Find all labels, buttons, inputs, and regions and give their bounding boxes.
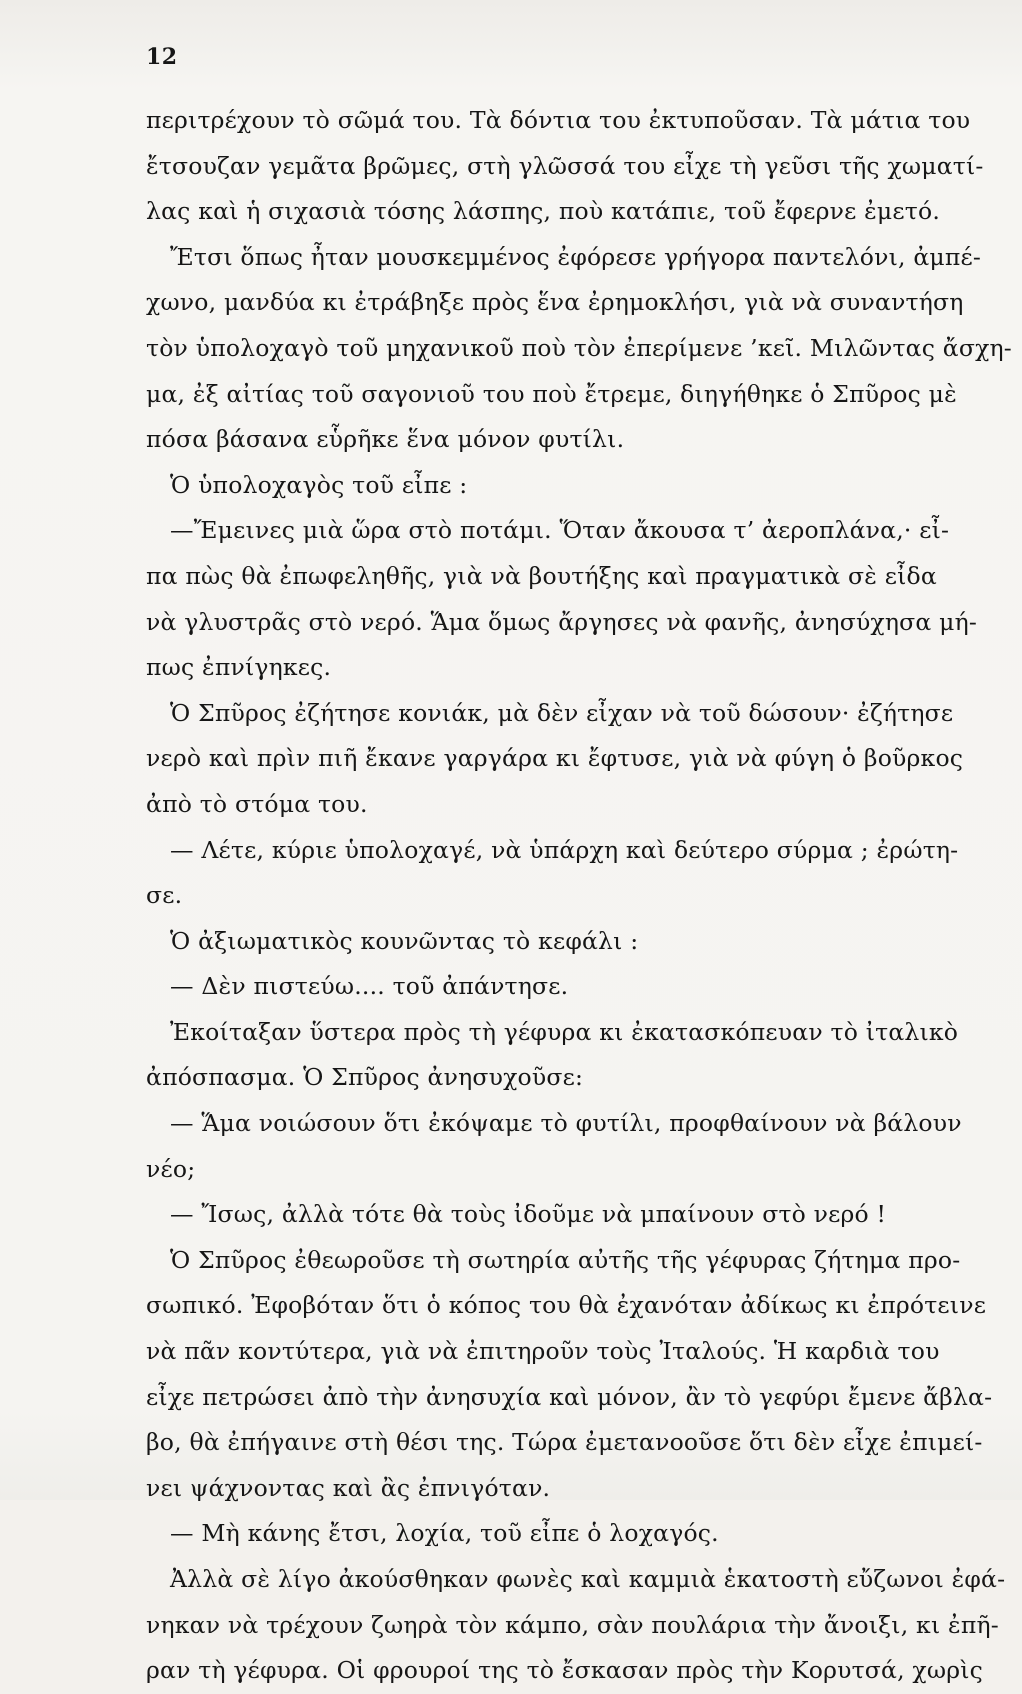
text-line: σωπικό. Ἐφοβόταν ὅτι ὁ κόπος του θὰ ἐχανόταν ἀδίκως κι ἐπρότεινε xyxy=(146,1291,987,1320)
text-line: Ἀλλὰ σὲ λίγο ἀκούσθηκαν φωνὲς καὶ καμμιὰ ἑκατοστὴ εὔζωνοι ἐφά- xyxy=(170,1565,1006,1593)
text-line: πα πὼς θὰ ἐπωφεληθῆς, γιὰ νὰ βουτήξης καὶ πραγματικὰ σὲ εἶδα xyxy=(146,561,937,590)
text-line: λας καὶ ἡ σιχασιὰ τόσης λάσπης, ποὺ κατάπιε, τοῦ ἔφερνε ἐμετό. xyxy=(146,197,940,226)
text-line: ἔτσουζαν γεμᾶτα βρῶμες, στὴ γλῶσσά του εἶχε τὴ γεῦσι τῆς χωματί- xyxy=(146,151,984,180)
text-line: μα, ἐξ αἰτίας τοῦ σαγονιοῦ του ποὺ ἔτρεμε, διηγήθηκε ὁ Σπῦρος μὲ xyxy=(146,379,957,408)
text-line: νὰ πᾶν κοντύτερα, γιὰ νὰ ἐπιτηροῦν τοὺς Ἰταλούς. Ἡ καρδιὰ του xyxy=(146,1337,940,1366)
body-text xyxy=(146,98,1022,1694)
text-line: νὰ γλυστρᾶς στὸ νερό. Ἅμα ὅμως ἄργησες νὰ φανῆς, ἀνησύχησα μή- xyxy=(146,607,978,636)
text-line: ραν τὴ γέφυρα. Οἱ φρουροί της τὸ ἔσκασαν πρὸς τὴν Κορυτσά, χωρὶς xyxy=(146,1656,984,1685)
text-line: τὸν ὑπολοχαγὸ τοῦ μηχανικοῦ ποὺ τὸν ἐπερίμενε ’κεῖ. Μιλῶντας ἄσχη- xyxy=(146,333,1012,362)
text-line: Ὁ ὑπολοχαγὸς τοῦ εἶπε : xyxy=(170,470,468,499)
text-line: νέο; xyxy=(146,1154,196,1183)
text-line: Ὁ Σπῦρος ἐθεωροῦσε τὴ σωτηρία αὐτῆς τῆς γέφυρας ζήτημα προ- xyxy=(170,1245,961,1274)
text-line: ἀπόσπασμα. Ὁ Σπῦρος ἀνησυχοῦσε: xyxy=(146,1063,584,1092)
text-line: Ἔτσι ὅπως ἦταν μουσκεμμένος ἐφόρεσε γρήγορα παντελόνι, ἀμπέ- xyxy=(170,242,982,271)
text-line: εἶχε πετρώσει ἀπὸ τὴν ἀνησυχία καὶ μόνον, ἂν τὸ γεφύρι ἔμενε ἄβλα- xyxy=(146,1382,993,1411)
text-line: Ὁ ἀξιωματικὸς κουνῶντας τὸ κεφάλι : xyxy=(170,926,639,955)
text-line: χωνο, μανδύα κι ἐτράβηξε πρὸς ἕνα ἐρημοκλήσι, γιὰ νὰ συναντήση xyxy=(146,288,964,317)
text-line: περιτρέχουν τὸ σῶμά του. Τὰ δόντια του ἐκτυποῦσαν. Τὰ μάτια του xyxy=(146,106,971,134)
text-line: βο, θὰ ἐπήγαινε στὴ θέσι της. Τώρα ἐμετανοοῦσε ὅτι δὲν εἶχε ἐπιμεί- xyxy=(146,1428,983,1457)
text-line: νει ψάχνοντας καὶ ἂς ἐπνιγόταν. xyxy=(146,1473,551,1502)
text-line: πόσα βάσανα εὗρῆκε ἕνα μόνον φυτίλι. xyxy=(146,425,625,454)
text-line: — Δὲν πιστεύω.... τοῦ ἀπάντησε. xyxy=(170,972,569,1001)
text-line: —Ἔμεινες μιὰ ὥρα στὸ ποτάμι. Ὅταν ἄκουσα τ’ ἀεροπλάνα,· εἶ- xyxy=(170,516,950,545)
text-line: Ὁ Σπῦρος ἐζήτησε κονιάκ, μὰ δὲν εἶχαν νὰ τοῦ δώσουν· ἐζήτησε xyxy=(170,698,954,727)
text-line: — Ἴσως, ἀλλὰ τότε θὰ τοὺς ἰδοῦμε νὰ μπαίνουν στὸ νερό ! xyxy=(170,1200,887,1229)
text-line: νηκαν νὰ τρέχουν ζωηρὰ τὸν κάμπο, σὰν πουλάρια τὴν ἄνοιξι, κι ἐπῆ- xyxy=(146,1610,999,1639)
text-line: — Μὴ κάνης ἔτσι, λοχία, τοῦ εἶπε ὁ λοχαγός. xyxy=(170,1519,719,1548)
text-line: — Λέτε, κύριε ὑπολοχαγέ, νὰ ὑπάρχη καὶ δεύτερο σύρμα ; ἐρώτη- xyxy=(170,835,959,864)
text-line: πως ἐπνίγηκες. xyxy=(146,653,332,682)
text-line: Ἐκοίταξαν ὕστερα πρὸς τὴ γέφυρα κι ἐκατασκόπευαν τὸ ἰταλικὸ xyxy=(170,1017,959,1046)
text-line: σε. xyxy=(146,881,183,910)
text-line: — Ἅμα νοιώσουν ὅτι ἐκόψαμε τὸ φυτίλι, προφθαίνουν νὰ βάλουν xyxy=(170,1109,962,1138)
text-line: ἀπὸ τὸ στόμα του. xyxy=(146,789,368,818)
page-number: 12 xyxy=(146,44,178,70)
text-line: νερὸ καὶ πρὶν πιῆ ἔκανε γαργάρα κι ἔφτυσε, γιὰ νὰ φύγη ὁ βοῦρκος xyxy=(146,744,964,773)
